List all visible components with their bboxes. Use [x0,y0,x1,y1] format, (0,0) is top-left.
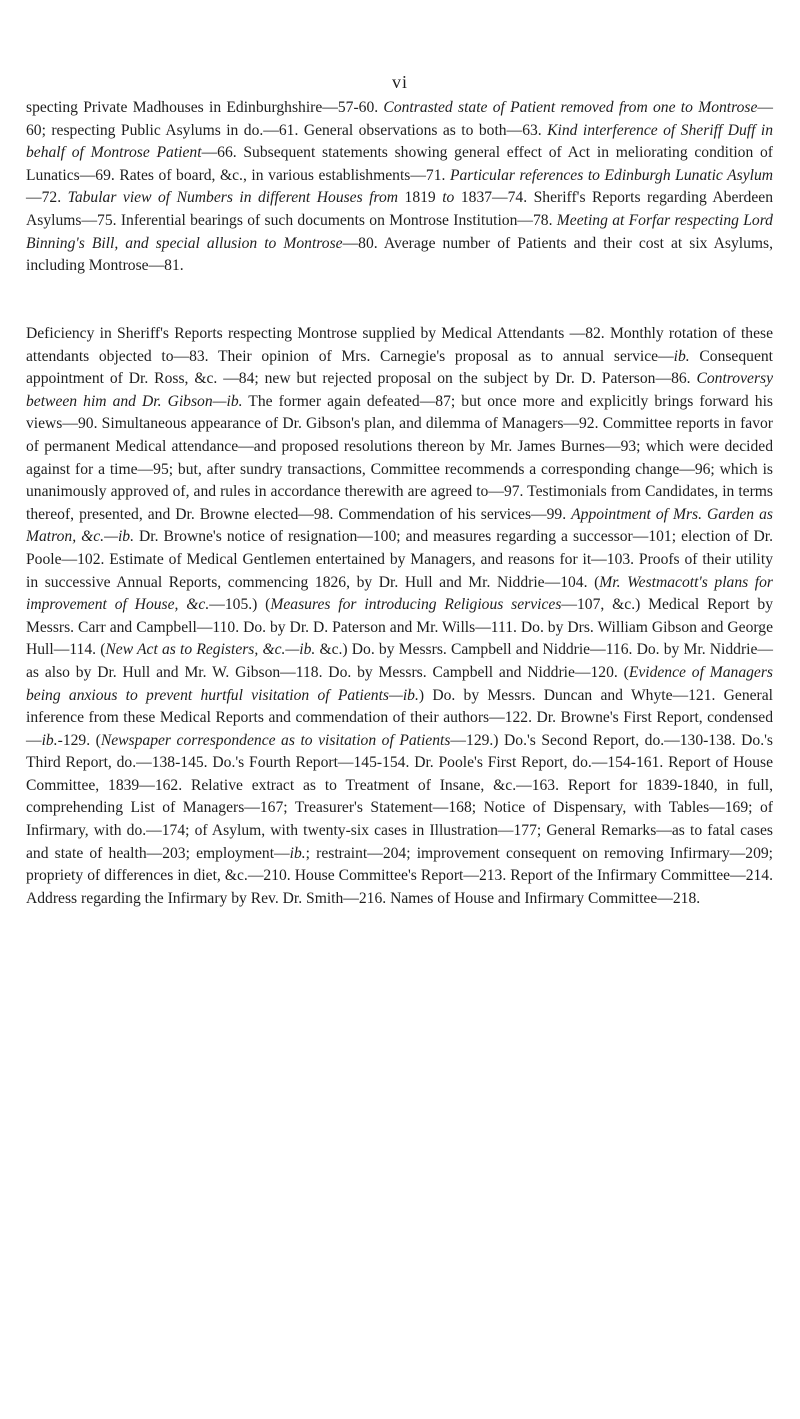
text-run: —107, &c.) Medical Report by Messrs. Carr and Campbell—110. Do. by Dr. D. Paterson and Mr. Wills—111. Do. by Drs. William Gibson and George Hull—114. ( [26,596,773,659]
italic-run: Mr. Westmacott's plans for improvement of House, &c. [26,573,773,614]
italic-run: Newspaper correspondence as to visitation of Patients [100,731,451,749]
text-run: —66. Subsequent statements showing general effect of Act in meliorating condition of Lunatics—69. Rates of board, &c., in various establishments—71. [26,144,773,184]
paragraph-1 [26,97,773,278]
text-run: ) Do. by Messrs. Duncan and Whyte—121. General inference from these Medical Reports and commendation of their authors—122. Dr. Browne's First Report, condensed— [26,686,773,749]
italic-run: ib. [289,844,306,862]
italic-run: New Act as to Registers, &c.—ib. [105,641,316,659]
text-run: &c.) Do. by Messrs. Campbell and Niddrie—116. Do. by Mr. Niddrie—as also by Dr. Hull and Mr. W. Gibson—118. Do. by Messrs. Campbell and Niddrie—120. ( [26,641,773,681]
text-run: —129.) Do.'s Second Report, do.—130-138. Do.'s Third Report, do.—138-145. Do.'s Fourth Report—145-154. Dr. Poole's First Report, do.—154-161. Report of House Committee, 1839—162. Relative extract as to Treatment of Insane, &c.—163. Report for 1839-1840, in full, comprehending List of Managers—167; Treasurer's Statement—168; Notice of Dispensary, with Tables—169; of Infirmary, with do.—174; of Asylum, with twenty-six cases in Illustration—177; General Remarks—as to fatal cases and state of health—203; employment— [26,731,773,862]
italic-run: Contrasted state of Patient removed from one to Montrose [383,99,758,116]
italic-run: Measures for introducing Religious services [270,596,562,614]
italic-run: Evidence of Managers being anxious to prevent hurtful visitation of Patients—ib. [26,663,773,704]
italic-run: Particular references to Edinburgh Lunatic Asylum [449,166,774,184]
text-run: —80. Average number of Patients and their cost at six Asylums, including Montrose—81. [26,234,773,275]
text-run: Consequent appointment of Dr. Ross, &c. —84; new but rejected proposal on the subject by Dr. D. Paterson—86. [26,347,773,388]
text-run: The former again defeated—87; but once more and explicitly brings forward his views—90. Simultaneous appearance of Dr. Gibson's plan, and dilemma of Managers—92. Committee reports in favor of permanent Medical attendance—and proposed resolutions thereon by Mr. James Burnes—93; which were decided against for a time—95; but, after sundry transactions, Committee recommends a corresponding change—96; which is unanimously approved of, and rules in accordance therewith are agreed to—97. Testimonials from Candidates, in terms thereof, presented, and Dr. Browne elected—98. Commendation of his services—99. [26,392,773,523]
text-run: 1819 [398,189,443,207]
italic-run: ib. [673,347,690,365]
text-run: —105.) ( [209,596,271,614]
italic-run: Meeting at Forfar respecting Lord Binning's Bill, and special allusion to Montrose [26,211,773,252]
text-run: 1837—74. Sheriff's Reports regarding Aberdeen Asylums—75. Inferential bearings of such documents on Montrose Institution—78. [26,189,773,229]
text-run: —72. [26,189,68,207]
page-number: vi [391,72,408,92]
text-run: -129. ( [57,731,101,749]
text-run: ; restraint—204; improvement consequent on removing Infirmary—209; propriety of differences in diet, &c.—210. House Committee's Report—213. Report of the Infirmary Committee—214. Address regarding the Infirmary by Rev. Dr. Smith—216. Names of House and Infirmary Committee—218. [26,844,774,907]
italic-run: ib. [41,731,58,749]
text-run: —60; respecting Public Asylums in do.—61. General observations as to both—63. [26,99,773,139]
text-run: Deficiency in Sheriff's Reports respecting Montrose supplied by Medical Attendants —82. Monthly rotation of these attendants objected to—83. Their opinion of Mrs. Carnegie's proposal as to annual service— [26,325,773,365]
italic-run: Tabular view of Numbers in different Houses from [67,189,399,207]
paragraph-2 [26,323,773,910]
italic-run: Kind interference of Sheriff Duff in behalf of Montrose Patient [26,121,774,162]
text-run: Dr. Browne's notice of resignation—100; and measures regarding a successor—101; election of Dr. Poole—102. Estimate of Medical Gentlemen entertained by Managers, and reasons for it—103. Proofs of their utility in successive Annual Reports, commencing 1826, by Dr. Hull and Mr. Niddrie—104. ( [26,528,773,591]
text-run: specting Private Madhouses in Edinburghshire—57-60. [26,99,384,116]
italic-run: to [442,189,455,207]
italic-run: Appointment of Mrs. Garden as Matron, &c.—ib. [26,505,773,546]
italic-run: Controversy between him and Dr. Gibson—ib. [26,370,773,410]
